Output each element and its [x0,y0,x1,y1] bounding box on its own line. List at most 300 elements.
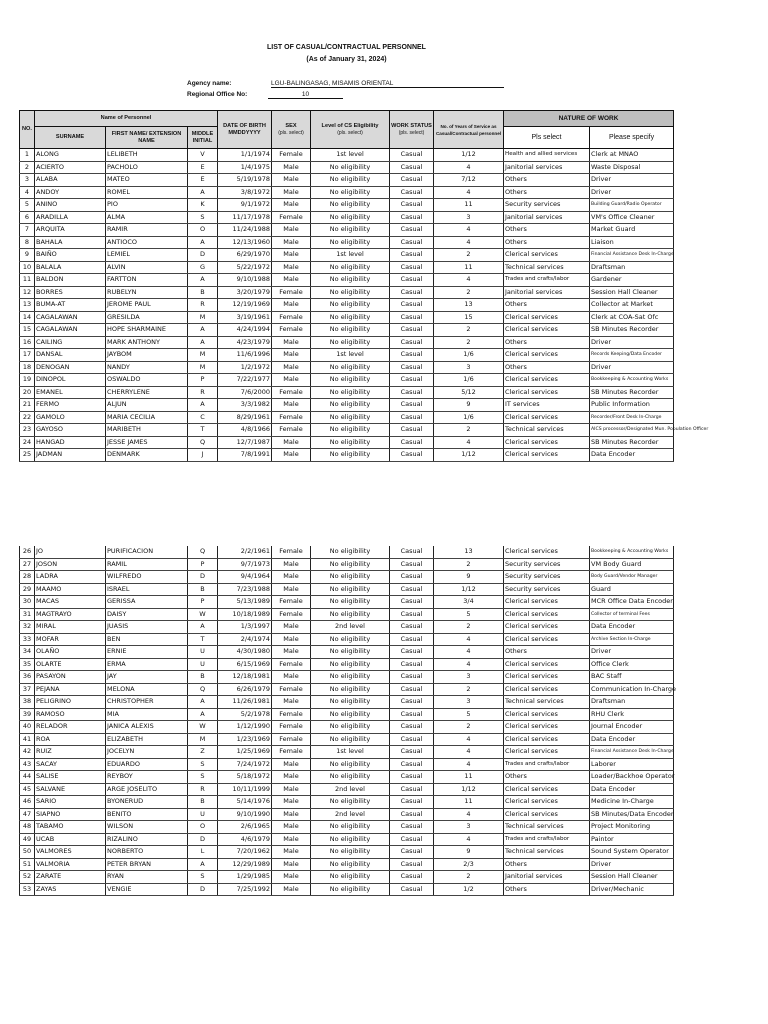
years-of-service-cell: 2 [434,324,504,337]
date-of-birth-cell: 10/18/1989 [218,608,272,621]
nature-of-work-cell: Security services [504,571,590,584]
surname-cell: PASAYON [35,671,106,684]
years-of-service-cell: 9 [434,846,504,859]
work-status-cell: Casual [390,783,434,796]
surname-cell: PELIGRINO [35,696,106,709]
row-number-cell: 14 [20,311,35,324]
work-status-cell: Casual [390,449,434,462]
work-specification-cell: Loader/Backhoe Operator [590,771,674,784]
sex-cell: Male [272,871,311,884]
sex-cell: Male [272,883,311,896]
work-status-cell: Casual [390,324,434,337]
work-status-cell: Casual [390,833,434,846]
header-cs-eligibility [311,111,390,149]
nature-of-work-cell: Clerical services [504,436,590,449]
surname-cell: DANSAL [35,349,106,362]
row-number-cell: 39 [20,708,35,721]
nature-of-work-cell: Others [504,224,590,237]
date-of-birth-cell: 11/6/1996 [218,349,272,362]
date-of-birth-cell: 12/7/1987 [218,436,272,449]
document-title: LIST OF CASUAL/CONTRACTUAL PERSONNEL [267,44,426,51]
date-of-birth-cell: 4/24/1994 [218,324,272,337]
work-status-cell: Casual [390,349,434,362]
sex-cell: Female [272,721,311,734]
years-of-service-cell: 13 [434,299,504,312]
cs-eligibility-cell: No eligibility [311,733,390,746]
surname-cell: BALDON [35,274,106,287]
years-of-service-cell: 4 [434,274,504,287]
work-status-cell: Casual [390,236,434,249]
nature-of-work-cell: Clerical services [504,796,590,809]
work-status-cell: Casual [390,174,434,187]
date-of-birth-cell: 1/4/1975 [218,161,272,174]
nature-of-work-cell: Clerical services [504,411,590,424]
first-name-cell: BYONERUD [106,796,188,809]
sex-cell: Male [272,349,311,362]
sex-cell: Male [272,621,311,634]
surname-cell: BORRES [35,286,106,299]
surname-cell: CAGALAWAN [35,324,106,337]
middle-initial-cell: A [188,324,218,337]
first-name-cell: MARIA CECILIA [106,411,188,424]
header-sex [272,111,311,149]
date-of-birth-cell: 11/24/1988 [218,224,272,237]
date-of-birth-cell: 12/13/1960 [218,236,272,249]
work-status-cell: Casual [390,424,434,437]
years-of-service-cell: 4 [434,746,504,759]
years-of-service-cell: 1/12 [434,783,504,796]
surname-cell: SALVANE [35,783,106,796]
nature-of-work-cell: Clerical services [504,683,590,696]
work-specification-cell: MCR Office Data Encoder [590,596,674,609]
middle-initial-cell: D [188,571,218,584]
cs-eligibility-cell: No eligibility [311,671,390,684]
nature-of-work-cell: Clerical services [504,658,590,671]
work-specification-cell: Driver/Mechanic [590,883,674,896]
table-row [20,386,674,399]
surname-cell: ZAYAS [35,883,106,896]
table-row [20,846,674,859]
row-number-cell: 31 [20,608,35,621]
nature-of-work-cell: Others [504,361,590,374]
surname-cell: ANINO [35,199,106,212]
personnel-rows-part-1 [20,149,709,462]
first-name-cell: NORBERTO [106,846,188,859]
surname-cell: SARIO [35,796,106,809]
work-status-cell: Casual [390,199,434,212]
row-number-cell: 1 [20,149,35,162]
middle-initial-cell: E [188,174,218,187]
sex-cell: Male [272,236,311,249]
date-of-birth-cell: 9/10/1988 [218,274,272,287]
cs-eligibility-cell: 2nd level [311,783,390,796]
date-of-birth-cell: 7/22/1977 [218,374,272,387]
sex-cell: Female [272,658,311,671]
sex-cell: Male [272,436,311,449]
surname-cell: JO [35,546,106,558]
table-row [20,299,674,312]
cs-eligibility-cell: No eligibility [311,174,390,187]
years-of-service-cell: 1/12 [434,583,504,596]
years-of-service-cell: 5 [434,608,504,621]
work-specification-cell: Clerk at MNAO [590,149,674,162]
table-row [20,436,674,449]
first-name-cell: MIA [106,708,188,721]
work-status-cell: Casual [390,546,434,558]
cs-eligibility-cell: No eligibility [311,696,390,709]
date-of-birth-cell: 9/10/1990 [218,808,272,821]
header-cs-label: Level of CS Eligibility [321,122,379,129]
date-of-birth-cell: 9/1/1972 [218,199,272,212]
work-status-cell: Casual [390,883,434,896]
years-of-service-cell: 1/6 [434,349,504,362]
work-specification-cell: Recorder/Front Desk In-Charge [590,411,674,424]
sex-cell: Male [272,186,311,199]
nature-of-work-cell: Others [504,174,590,187]
years-of-service-cell: 9 [434,571,504,584]
sex-cell: Male [272,821,311,834]
middle-initial-cell: M [188,361,218,374]
work-status-cell: Casual [390,596,434,609]
surname-cell: PEJANA [35,683,106,696]
row-number-cell: 4 [20,186,35,199]
surname-cell: VALMORIA [35,858,106,871]
middle-initial-cell: Q [188,436,218,449]
surname-cell: ALONG [35,149,106,162]
first-name-cell: ALJUN [106,399,188,412]
cs-eligibility-cell: 1st level [311,349,390,362]
sex-cell: Male [272,758,311,771]
cs-eligibility-cell: No eligibility [311,186,390,199]
first-name-cell: HOPE SHARMAINE [106,324,188,337]
work-status-cell: Casual [390,683,434,696]
row-number-cell: 23 [20,424,35,437]
work-specification-cell: Session Hall Cleaner [590,871,674,884]
work-specification-cell: Driver [590,174,674,187]
row-number-cell: 17 [20,349,35,362]
work-status-cell: Casual [390,858,434,871]
years-of-service-cell: 5/12 [434,386,504,399]
first-name-cell: ROMEL [106,186,188,199]
work-specification-cell: Data Encoder [590,783,674,796]
nature-of-work-cell: Clerical services [504,311,590,324]
surname-cell: MAAMO [35,583,106,596]
row-number-cell: 6 [20,211,35,224]
nature-of-work-cell: IT services [504,399,590,412]
nature-of-work-cell: Clerical services [504,596,590,609]
work-status-cell: Casual [390,558,434,571]
date-of-birth-cell: 6/26/1979 [218,683,272,696]
work-status-cell: Casual [390,161,434,174]
table-row [20,608,674,621]
personnel-table-part-2 [19,546,677,896]
surname-cell: GAYOSO [35,424,106,437]
first-name-cell: PURIFICACION [106,546,188,558]
surname-cell: VALMORES [35,846,106,859]
date-of-birth-cell: 12/18/1981 [218,671,272,684]
header-years-of-service: No. of Years of Service as Casual/Contractual personnel [434,111,504,149]
work-status-cell: Casual [390,771,434,784]
work-status-cell: Casual [390,746,434,759]
work-specification-cell: Financial Assistance Desk In-Charge [590,746,674,759]
first-name-cell: MARIBETH [106,424,188,437]
first-name-cell: ARGE JOSELITO [106,783,188,796]
nature-of-work-cell: Security services [504,558,590,571]
cs-eligibility-cell: No eligibility [311,846,390,859]
surname-cell: ROA [35,733,106,746]
date-of-birth-cell: 7/25/1992 [218,883,272,896]
row-number-cell: 3 [20,174,35,187]
header-work-status [390,111,434,149]
work-specification-cell: Driver [590,186,674,199]
work-specification-cell: Collector at Market [590,299,674,312]
row-number-cell: 26 [20,546,35,558]
row-number-cell: 10 [20,261,35,274]
date-of-birth-cell: 6/29/1970 [218,249,272,262]
table-row [20,361,674,374]
table-row [20,411,674,424]
sex-cell: Female [272,286,311,299]
first-name-cell: DAISY [106,608,188,621]
sex-cell: Female [272,708,311,721]
sex-cell: Male [272,449,311,462]
table-row [20,274,674,287]
middle-initial-cell: A [188,399,218,412]
table-row [20,211,674,224]
middle-initial-cell: B [188,583,218,596]
work-specification-cell: Office Clerk [590,658,674,671]
table-row [20,658,674,671]
work-specification-cell: Financial Assistance Desk In-Charge [590,249,674,262]
table-row [20,596,674,609]
middle-initial-cell: Z [188,746,218,759]
row-number-cell: 24 [20,436,35,449]
work-status-cell: Casual [390,821,434,834]
years-of-service-cell: 1/6 [434,374,504,387]
table-row [20,286,674,299]
header-middle-initial: MIDDLE INITIAL [188,127,218,149]
sex-cell: Male [272,399,311,412]
work-status-cell: Casual [390,721,434,734]
work-status-cell: Casual [390,708,434,721]
table-row [20,349,674,362]
surname-cell: JADMAN [35,449,106,462]
work-specification-cell: Body Guard/Vendor Manager [590,571,674,584]
table-row [20,833,674,846]
work-specification-cell: Session Hall Cleaner [590,286,674,299]
surname-cell: BAIÑO [35,249,106,262]
years-of-service-cell: 3/4 [434,596,504,609]
nature-of-work-cell: Trades and crafts/labor [504,274,590,287]
first-name-cell: ALMA [106,211,188,224]
date-of-birth-cell: 3/3/1982 [218,399,272,412]
first-name-cell: CHRISTOPHER [106,696,188,709]
middle-initial-cell: O [188,224,218,237]
work-specification-cell: Public Information [590,399,674,412]
table-row [20,771,674,784]
cs-eligibility-cell: No eligibility [311,274,390,287]
sex-cell: Male [272,199,311,212]
date-of-birth-cell: 1/25/1969 [218,746,272,759]
surname-cell: LADRA [35,571,106,584]
row-number-cell: 32 [20,621,35,634]
date-of-birth-cell: 12/19/1969 [218,299,272,312]
first-name-cell: PETER BRYAN [106,858,188,871]
row-number-cell: 12 [20,286,35,299]
row-number-cell: 51 [20,858,35,871]
middle-initial-cell: A [188,696,218,709]
nature-of-work-cell: Clerical services [504,708,590,721]
middle-initial-cell: A [188,621,218,634]
surname-cell: ARADILLA [35,211,106,224]
middle-initial-cell: C [188,411,218,424]
work-status-cell: Casual [390,374,434,387]
date-of-birth-cell: 4/23/1979 [218,336,272,349]
nature-of-work-cell: Health and allied services [504,149,590,162]
surname-cell: DENOGAN [35,361,106,374]
work-status-cell: Casual [390,758,434,771]
table-row [20,324,674,337]
cs-eligibility-cell: 1st level [311,149,390,162]
sex-cell: Male [272,808,311,821]
first-name-cell: BEN [106,633,188,646]
work-status-cell: Casual [390,186,434,199]
middle-initial-cell: D [188,883,218,896]
nature-of-work-cell: Technical services [504,821,590,834]
work-status-cell: Casual [390,696,434,709]
row-number-cell: 41 [20,733,35,746]
sex-cell: Male [272,249,311,262]
table-row [20,174,674,187]
work-specification-cell: Project Monitoring [590,821,674,834]
years-of-service-cell: 2 [434,424,504,437]
cs-eligibility-cell: No eligibility [311,796,390,809]
cs-eligibility-cell: No eligibility [311,858,390,871]
date-of-birth-cell: 4/8/1966 [218,424,272,437]
surname-cell: DINOPOL [35,374,106,387]
first-name-cell: ERMA [106,658,188,671]
row-number-cell: 21 [20,399,35,412]
date-of-birth-cell: 2/4/1974 [218,633,272,646]
sex-cell: Female [272,386,311,399]
first-name-cell: JANICA ALEXIS [106,721,188,734]
middle-initial-cell: P [188,596,218,609]
cs-eligibility-cell: No eligibility [311,436,390,449]
date-of-birth-cell: 2/2/1961 [218,546,272,558]
first-name-cell: ERNIE [106,646,188,659]
years-of-service-cell: 4 [434,758,504,771]
years-of-service-cell: 2/3 [434,858,504,871]
date-of-birth-cell: 12/29/1989 [218,858,272,871]
work-specification-cell: RHU Clerk [590,708,674,721]
years-of-service-cell: 4 [434,186,504,199]
first-name-cell: REYBOY [106,771,188,784]
middle-initial-cell: S [188,771,218,784]
middle-initial-cell: E [188,161,218,174]
cs-eligibility-cell: No eligibility [311,224,390,237]
middle-initial-cell: R [188,783,218,796]
header-work-status-note: (pls. select) [398,129,425,136]
years-of-service-cell: 2 [434,683,504,696]
cs-eligibility-cell: No eligibility [311,386,390,399]
row-number-cell: 2 [20,161,35,174]
middle-initial-cell: J [188,449,218,462]
cs-eligibility-cell: No eligibility [311,399,390,412]
sex-cell: Female [272,608,311,621]
work-specification-cell: Building Guard/Radio Operator [590,199,674,212]
row-number-cell: 37 [20,683,35,696]
table-row [20,161,674,174]
middle-initial-cell: W [188,608,218,621]
surname-cell: ACIERTO [35,161,106,174]
header-date-of-birth: DATE OF BIRTH MMDDYYYY [218,111,272,149]
nature-of-work-cell: Trades and crafts/labor [504,833,590,846]
first-name-cell: JEROME PAUL [106,299,188,312]
years-of-service-cell: 1/12 [434,149,504,162]
work-specification-cell: Data Encoder [590,733,674,746]
row-number-cell: 34 [20,646,35,659]
work-specification-cell: Journal Encoder [590,721,674,734]
row-number-cell: 50 [20,846,35,859]
table-row [20,758,674,771]
years-of-service-cell: 1/2 [434,883,504,896]
date-of-birth-cell: 5/14/1976 [218,796,272,809]
middle-initial-cell: P [188,558,218,571]
nature-of-work-cell: Technical services [504,424,590,437]
work-specification-cell: Sound System Operator [590,846,674,859]
years-of-service-cell: 4 [434,236,504,249]
surname-cell: BALALA [35,261,106,274]
nature-of-work-cell: Clerical services [504,746,590,759]
row-number-cell: 5 [20,199,35,212]
table-row [20,261,674,274]
work-status-cell: Casual [390,646,434,659]
header-no: NO. [20,111,35,149]
sex-cell: Female [272,211,311,224]
table-row [20,224,674,237]
nature-of-work-cell: Technical services [504,846,590,859]
first-name-cell: RYAN [106,871,188,884]
surname-cell: SALISE [35,771,106,784]
cs-eligibility-cell: No eligibility [311,199,390,212]
work-status-cell: Casual [390,733,434,746]
table-row [20,746,674,759]
work-status-cell: Casual [390,336,434,349]
nature-of-work-cell: Others [504,646,590,659]
work-specification-cell: Clerk at COA-Sat Ofc [590,311,674,324]
years-of-service-cell: 4 [434,224,504,237]
date-of-birth-cell: 1/29/1985 [218,871,272,884]
work-status-cell: Casual [390,274,434,287]
work-specification-cell: AICS processor/Designated Mun. Population Officer [590,424,674,437]
years-of-service-cell: 3 [434,821,504,834]
sex-cell: Male [272,558,311,571]
sex-cell: Female [272,324,311,337]
work-status-cell: Casual [390,286,434,299]
work-specification-cell: Collector of terminal Fees [590,608,674,621]
date-of-birth-cell: 1/23/1969 [218,733,272,746]
table-row [20,186,674,199]
sex-cell: Male [272,671,311,684]
nature-of-work-cell: Security services [504,199,590,212]
surname-cell: ZARATE [35,871,106,884]
work-specification-cell: Data Encoder [590,621,674,634]
cs-eligibility-cell: No eligibility [311,236,390,249]
row-number-cell: 45 [20,783,35,796]
sex-cell: Female [272,546,311,558]
sex-cell: Male [272,771,311,784]
years-of-service-cell: 11 [434,771,504,784]
